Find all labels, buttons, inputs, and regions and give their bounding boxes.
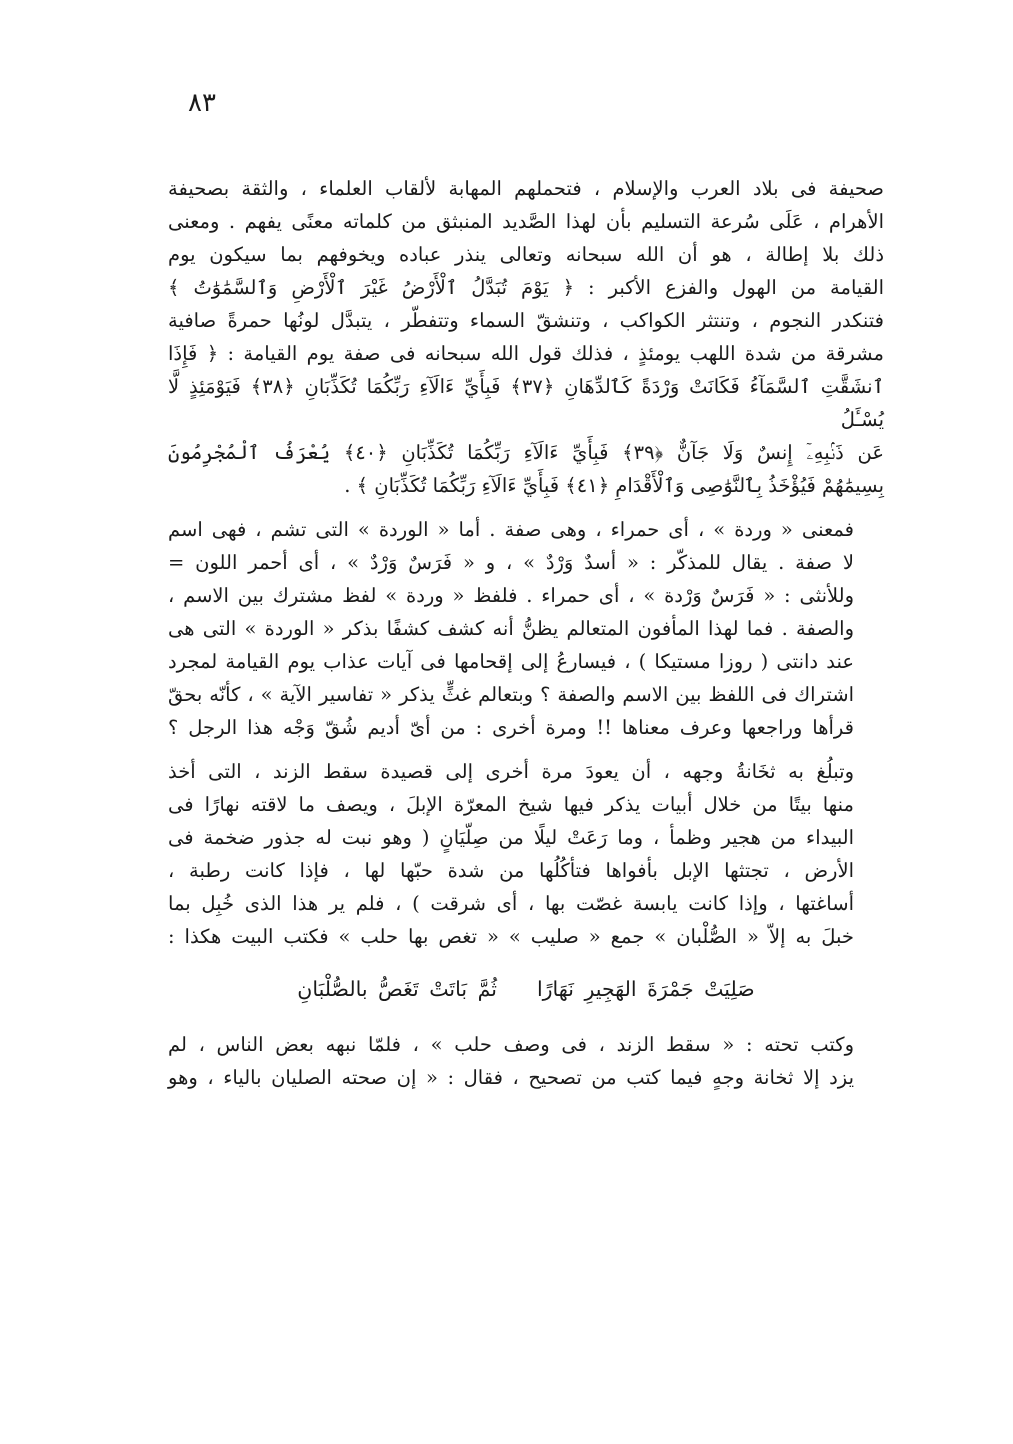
text-line: عَن ذَنۢبِهِۦٓ إِنسٌ وَلَا جَآنٌّ ﴿٣٩﴾ فَبِأَيِّ ءَالَآءِ رَبِّكُمَا تُكَذِّبَانِ ﴿٤٠﴾ يُعْرَفُ ٱلْمُجْرِمُونَ (168, 441, 884, 464)
text-line: فتنكدر النجوم ، وتنتثر الكواكب ، وتنشقّ السماء وتتفطّر ، يتبدَّل لونُها حمرةً صافية (168, 309, 884, 332)
paragraph-closing (168, 1028, 884, 1094)
text-line: مشرقة من شدة اللهب يومئذٍ ، فذلك قول الله سبحانه فى صفة يوم القيامة : ﴿ فَإِذَا (168, 342, 884, 365)
text-line: قرأها وراجعها وعرف معناها !! ومرة أخرى : من أىّ أديم شُقّ وَجْه هذا الرجل ؟ (168, 716, 854, 739)
text-line: عند دانتى ( روزا مستيكا ) ، فيسارعُ إلى إقحامها فى آيات عذاب يوم القيامة لمجرد (168, 650, 854, 673)
body-text (168, 172, 884, 1094)
text-line: منها بيتًا من خلال أبيات يذكر فيها شيخ المعرّة الإبلَ ، ويصف ما لاقته نهارًا فى (168, 793, 854, 816)
poetry-verse (168, 973, 884, 1006)
text-line: وتبلُغ به ثخَانةُ وجهه ، أن يعودَ مرة أخرى إلى قصيدة سقط الزند ، التى أخذ (168, 760, 854, 783)
text-line: الأهرام ، عَلَى سُرعة التسليم بأن لهذا الصَّديد المنبثق من كلماته معنًى يفهم . ومعنى (168, 210, 884, 233)
text-line: اشتراك فى اللفظ بين الاسم والصفة ؟ وبتعالم غثٍّ يذكر « تفاسير الآية » ، كأنّه بحقّ (168, 683, 854, 706)
text-line: والصفة . فما لهذا المأفون المتعالم يظنُّ أنه كشف كشفًا بذكر « الوردة » التى هى (168, 617, 854, 640)
text-line: بِسِيمَٰهُمْ فَيُؤْخَذُ بِٱلنَّوَٰصِى وَٱلْأَقْدَامِ ﴿٤١﴾ فَبِأَيِّ ءَالَآءِ رَبِّكُمَا تُكَذِّبَانِ ﴾ . (344, 474, 884, 497)
page-number: ٨٣ (188, 88, 216, 118)
text-line: الأرض ، تجتثها الإبل بأفواها فتأكُلُها من شدة حبّها لها ، فإذا كانت رطبة ، (168, 859, 854, 882)
text-line: البيداء من هجير وظمأ ، وما رَعَتْ ليلًا من صِلّيَانٍ ( وهو نبت له جذور ضخمة فى (168, 826, 854, 849)
paragraph-warda-meaning (168, 513, 884, 744)
text-line: ٱنشَقَّتِ ٱلسَّمَآءُ فَكَانَتْ وَرْدَةً كَٱلدِّهَانِ ﴿٣٧﴾ فَبِأَيِّ ءَالَآءِ رَبِّكُمَا تُكَذِّبَانِ ﴿٣٨﴾ فَيَوْمَئِذٍ لَّا يُسْـَٔلُ (168, 375, 884, 431)
text-line: وللأنثى : « فَرَسٌ وَرْدة » ، أى حمراء . فلفظ « وردة » لفظ مشترك بين الاسم ، (168, 584, 854, 607)
text-line: القيامة من الهول والفزع الأكبر : ﴿ يَوْمَ تُبَدَّلُ ٱلْأَرْضُ غَيْرَ ٱلْأَرْضِ وَٱلسَّمَٰوَٰتُ ﴾ (168, 276, 884, 299)
text-line: فمعنى « وردة » ، أى حمراء ، وهى صفة . أما « الوردة » التى تشم ، فهى اسم (168, 518, 854, 541)
text-line: وكتب تحته : « سقط الزند ، فى وصف حلب » ، فلمّا نبهه بعض الناس ، لم (168, 1033, 854, 1056)
text-line: أساغتها ، وإذا كانت يابسة غصّت بها ، أى شرقت ) ، فلم ير هذا الذى خُبِل بما (168, 892, 854, 915)
text-line: لا صفة . يقال للمذكّر : « أسدٌ وَرْدٌ » ، و « فَرَسٌ وَرْدٌ » ، أى أحمر اللون = (168, 551, 854, 574)
text-line: خبلَ به إلاّ « الصُّلْبان » جمع « صليب » « تغص بها حلب » فكتب البيت هكذا : (168, 925, 854, 948)
verse-first-hemistich: صَلِيَتْ جَمْرَةَ الهَجِيرِ نَهَارًا (536, 977, 755, 1001)
verse-second-hemistich: ثُمَّ بَاتَتْ تَغَصُّ بالصُّلْبَانِ (297, 977, 497, 1001)
text-line: ذلك بلا إطالة ، هو أن الله سبحانه وتعالى ينذر عباده ويخوفهم بما سيكون يوم (168, 243, 884, 266)
paragraph-quran-verse (168, 172, 884, 502)
text-line: يزد إلا ثخانة وجهٍ فيما كتب من تصحيح ، فقال : « إن صحته الصليان بالياء ، وهو (168, 1066, 854, 1089)
text-line: صحيفة فى بلاد العرب والإسلام ، فتحملهم المهابة لألقاب العلماء ، والثقة بصحيفة (168, 177, 884, 200)
paragraph-saqt-al-zand (168, 755, 884, 953)
